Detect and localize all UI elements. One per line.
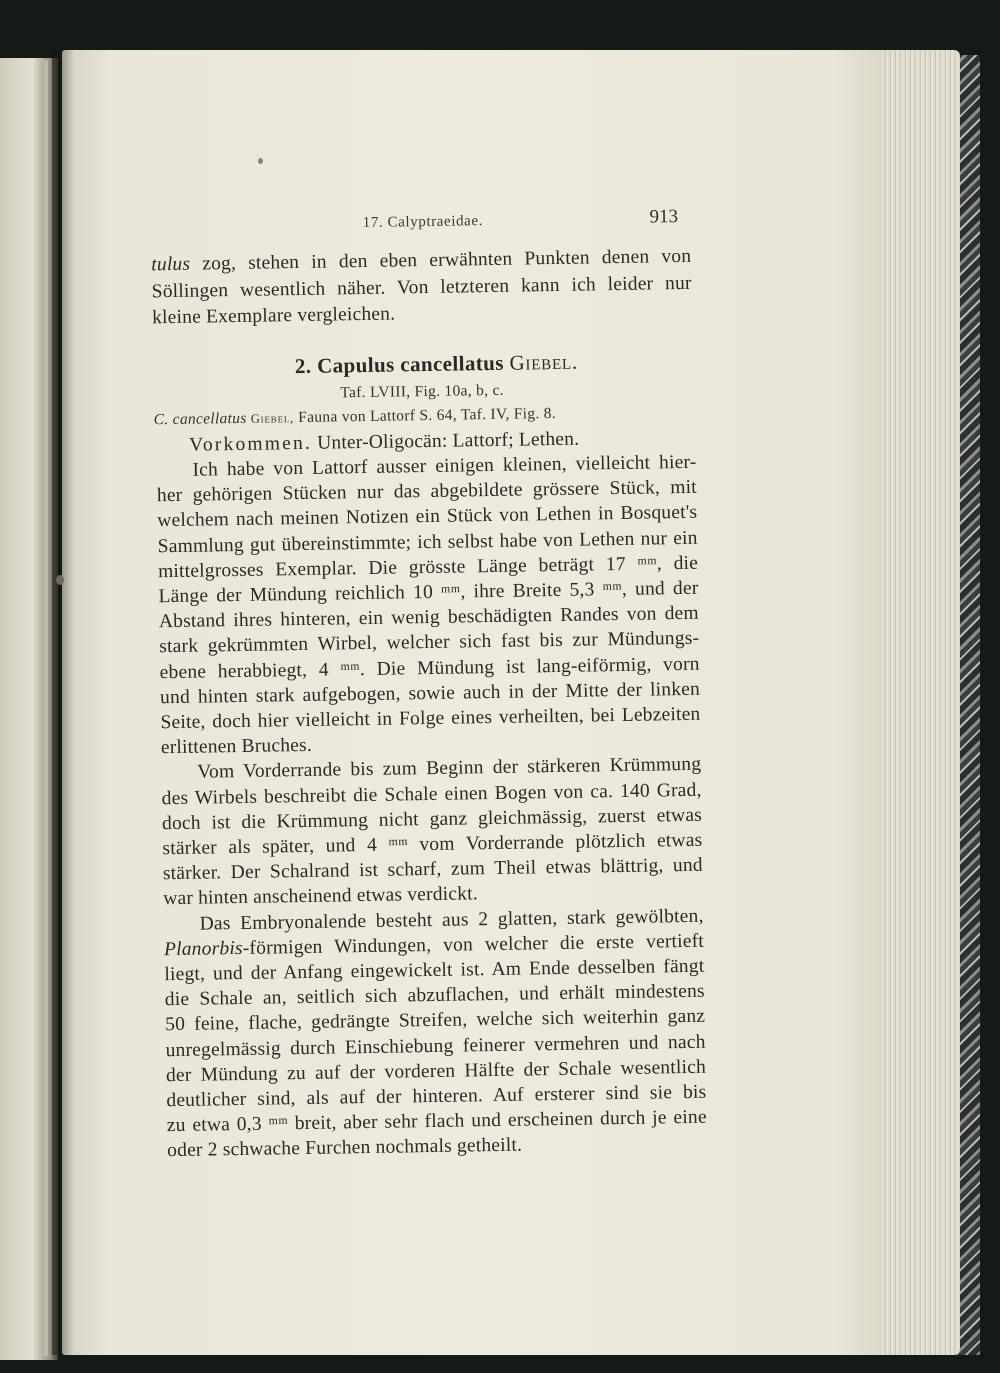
line-text: oder 2 schwache Furchen nochmals getheilt.: [167, 1135, 523, 1162]
line-text: der Mündung zu auf der vorderen Hälfte der Schale wesentlich: [165, 1056, 707, 1086]
line-text: Ich habe von Lattorf ausser einigen kleinen, vielleicht hier-: [192, 451, 697, 481]
running-head: 17. Calyptraeidae.: [362, 213, 484, 231]
line-text: Länge der Mündung reichlich 10 ᵐᵐ, ihre Breite 5,3 ᵐᵐ, und der: [158, 577, 699, 608]
line-text: kleine Exemplare vergleichen.: [151, 303, 396, 329]
line-text: Vom Vorderrande bis zum Beginn der stärkeren Krümmung: [197, 754, 702, 784]
text-line: [167, 1135, 522, 1163]
line-text: welchem nach meinen Notizen ein Stück von Lethen in Bosquet's: [157, 502, 698, 532]
line-text: stark gekrümmten Wirbel, welcher sich fast bis zur Mündungs-: [159, 628, 700, 658]
page-number: 913: [649, 206, 679, 228]
line-text: 50 feine, flache, gedrängte Streifen, welche sich weiterhin ganz: [165, 1006, 706, 1036]
italic-term: Planorbis: [163, 937, 243, 961]
species-name: Capulus cancellatus: [316, 350, 504, 378]
line-text: war hinten anscheinend etwas verdickt.: [163, 883, 479, 910]
text-line: [161, 735, 312, 759]
line-text: zu etwa 0,3 ᵐᵐ breit, aber sehr flach und erscheinen durch je eine: [166, 1106, 707, 1137]
species-author: Giebel.: [509, 349, 579, 375]
synonym-author: Giebel,: [250, 411, 295, 426]
line-text: Sammlung gut übereinstimmte; ich selbst habe von Lethen nur ein: [157, 527, 698, 557]
line-text: her gehörigen Stücken nur das abgebildete grössere Stück, mit: [156, 476, 698, 507]
occurrence-line: [189, 429, 579, 457]
line-text: unregelmässig durch Einschiebung feinerer vermehren und nach: [165, 1031, 706, 1061]
line-text: deutlicher sind, als auf der hinteren. Auf ersterer sind sie bis: [166, 1081, 707, 1112]
line-text: Söllingen wesentlich näher. Von letzteren kann ich leider nur: [151, 272, 692, 302]
line-text: und hinten stark aufgebogen, sowie auch in der Mitte der linken: [159, 678, 701, 709]
text-line: [152, 304, 395, 330]
text-line: [152, 272, 692, 302]
italic-term: tulus: [151, 253, 191, 276]
occurrence-text: Unter-Oligocän: Lattorf; Lethen.: [311, 428, 580, 454]
line-text: doch ist die Krümmung nicht ganz gleichmässig, zuerst etwas: [161, 804, 703, 835]
line-text: stärker. Der Schalrand ist scharf, zum Theil etwas blättrig, und: [162, 854, 703, 885]
plate-reference: Taf. LVIII, Fig. 10a, b, c.: [340, 381, 504, 402]
line-text: erlittenen Bruches.: [160, 735, 313, 759]
line-text: stärker als später, und 4 ᵐᵐ vom Vorderrande plötzlich etwas: [162, 829, 703, 860]
species-heading: [295, 350, 578, 379]
species-number: 2.: [294, 353, 312, 379]
line-text: -förmigen Windungen, von welcher die erste vertieft: [242, 930, 705, 959]
line-text: des Wirbels beschreibt die Schale einen Bogen von ca. 140 Grad,: [161, 779, 702, 809]
line-text: mittelgrosses Exemplar. Die grösste Länge beträgt 17 ᵐᵐ, die: [157, 552, 699, 583]
line-text: ebene herabbiegt, 4 ᵐᵐ. Die Mündung ist lang-eiförmig, vorn: [159, 653, 700, 683]
synonym-name: C. cancellatus: [153, 409, 247, 429]
line-text: Seite, doch hier vielleicht in Folge eines verheilten, bei Lebzeiten: [160, 703, 701, 734]
line-text: liegt, und der Anfang eingewickelt ist. Am Ende desselben fängt: [164, 955, 705, 986]
text-line: [163, 855, 703, 885]
synonym-reference: Fauna von Lattorf S. 64, Taf. IV, Fig. 8.: [293, 404, 557, 427]
text-line: [163, 884, 478, 911]
text-line: [151, 246, 691, 276]
synonymy-line: [154, 405, 557, 429]
line-text: zog, stehen in den eben erwähnten Punkten denen von: [190, 245, 692, 275]
line-text: Abstand ihres hinteren, ein wenig beschädigten Randes von dem: [158, 602, 699, 633]
occurrence-label: Vorkommen.: [188, 432, 313, 456]
line-text: die Schale an, seitlich sich abzuflachen, und erhält mindestens: [164, 980, 705, 1011]
line-text: Das Embryonalende besteht aus 2 glatten, stark gewölbten,: [199, 905, 704, 935]
text-line: [160, 704, 700, 734]
text-line: [167, 1107, 707, 1137]
